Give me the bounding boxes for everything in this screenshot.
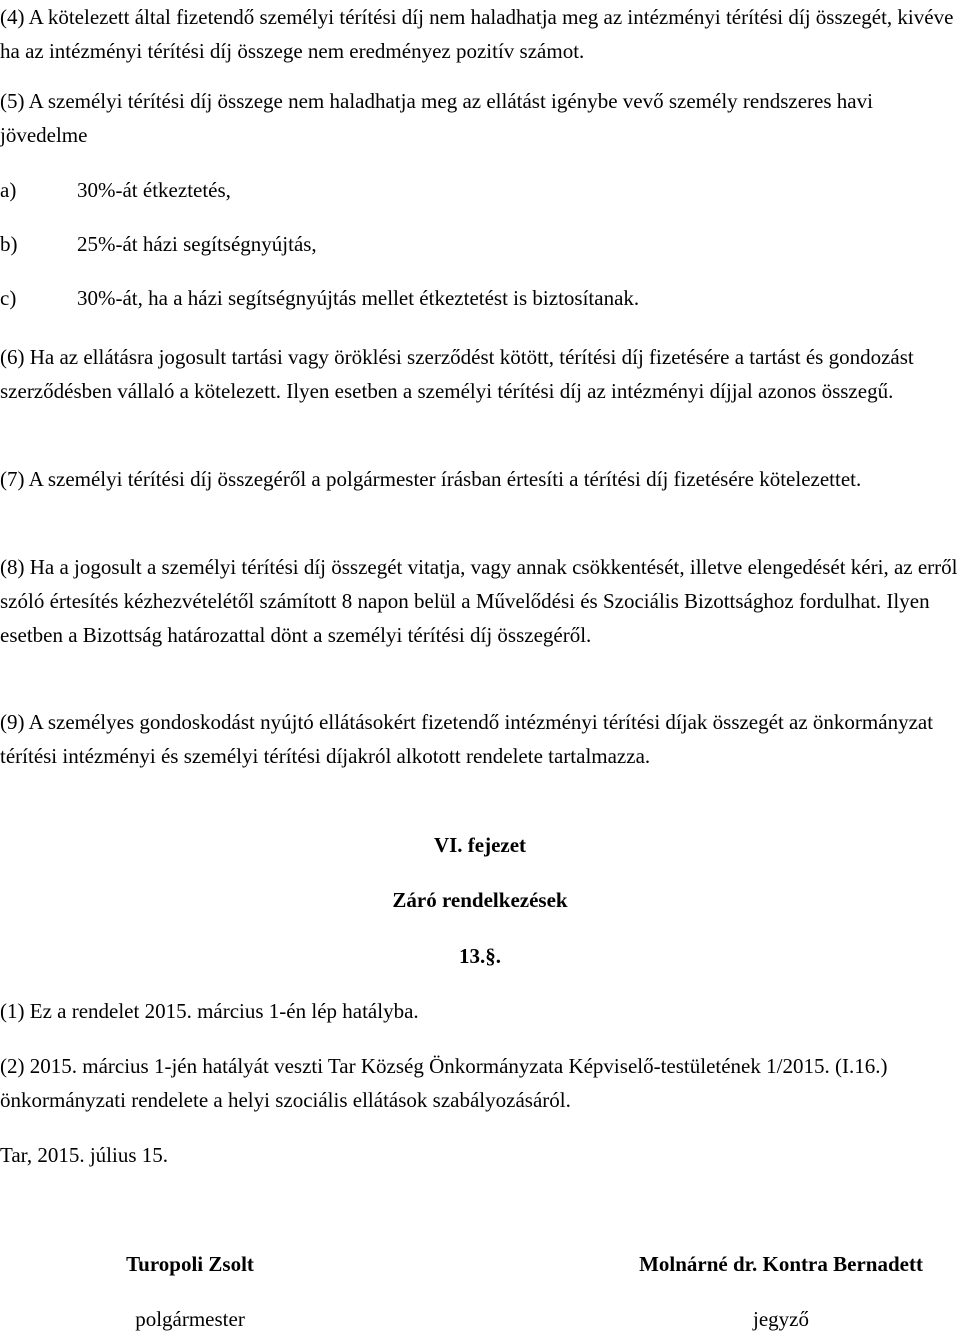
list-letter: b) bbox=[0, 232, 18, 256]
list-text: 25%-át házi segítségnyújtás, bbox=[77, 232, 317, 256]
list-letter: a) bbox=[0, 178, 17, 202]
signature-mayor bbox=[80, 1247, 300, 1336]
list-text: 30%-át étkeztetés, bbox=[77, 178, 231, 202]
closing-paragraph-2: (2) 2015. március 1-jén hatályát veszti Tar Község Önkormányzata Képviselő-testületének 1/2015. (I.16.) önkormányzati rendelete a helyi szociális ellátások szabályozásáról. bbox=[0, 1054, 888, 1112]
place-date: Tar, 2015. július 15. bbox=[0, 1143, 169, 1167]
signature-name: Molnárné dr. Kontra Bernadett bbox=[639, 1252, 923, 1276]
list-text: 30%-át, ha a házi segítségnyújtás mellet étkeztetést is biztosítanak. bbox=[77, 286, 640, 310]
signature-role: jegyző bbox=[753, 1307, 809, 1331]
signature-name: Turopoli Zsolt bbox=[126, 1252, 254, 1276]
closing-paragraph-1: (1) Ez a rendelet 2015. március 1-én lép hatályba. bbox=[0, 999, 419, 1023]
chapter-number: VI. fejezet bbox=[433, 833, 527, 857]
paragraph-4: (4) A kötelezett által fizetendő személyi térítési díj nem haladhatja meg az intézményi térítési díj összegét, kivéve ha az intézményi térítési díj összege nem eredményez pozitív számot. bbox=[0, 5, 954, 63]
paragraph-8: (8) Ha a jogosult a személyi térítési díj összegét vitatja, vagy annak csökkentését, illetve elengedését kéri, az erről szóló értesítés kézhezvételétől számított 8 napon belül a Művelődési és Szociális Bizottsághoz fordulhat. Ilyen esetben a Bizottság határozattal dönt a személyi térítési díj összegéről. bbox=[0, 555, 958, 647]
list-letter: c) bbox=[0, 286, 17, 310]
chapter-title: Záró rendelkezések bbox=[392, 888, 568, 912]
paragraph-7: (7) A személyi térítési díj összegéről a polgármester írásban értesíti a térítési díj fizetésére kötelezettet. bbox=[0, 467, 862, 491]
paragraph-6: (6) Ha az ellátásra jogosult tartási vagy öröklési szerződést kötött, térítési díj fizetésére a tartást és gondozást szerződésben vállaló a kötelezett. Ilyen esetben a személyi térítési díj az intézményi díjjal azonos összegű. bbox=[0, 345, 914, 403]
paragraph-9: (9) A személyes gondoskodást nyújtó ellátásokért fizetendő intézményi térítési díjak összegét az önkormányzat térítési intézményi és személyi térítési díjakról alkotott rendelete tartalmazza. bbox=[0, 710, 934, 768]
paragraph-5: (5) A személyi térítési díj összege nem haladhatja meg az ellátást igénybe vevő személy rendszeres havi jövedelme bbox=[0, 89, 873, 147]
signature-notary bbox=[596, 1247, 960, 1336]
signature-role: polgármester bbox=[135, 1307, 245, 1331]
section-number: 13.§. bbox=[459, 944, 501, 968]
